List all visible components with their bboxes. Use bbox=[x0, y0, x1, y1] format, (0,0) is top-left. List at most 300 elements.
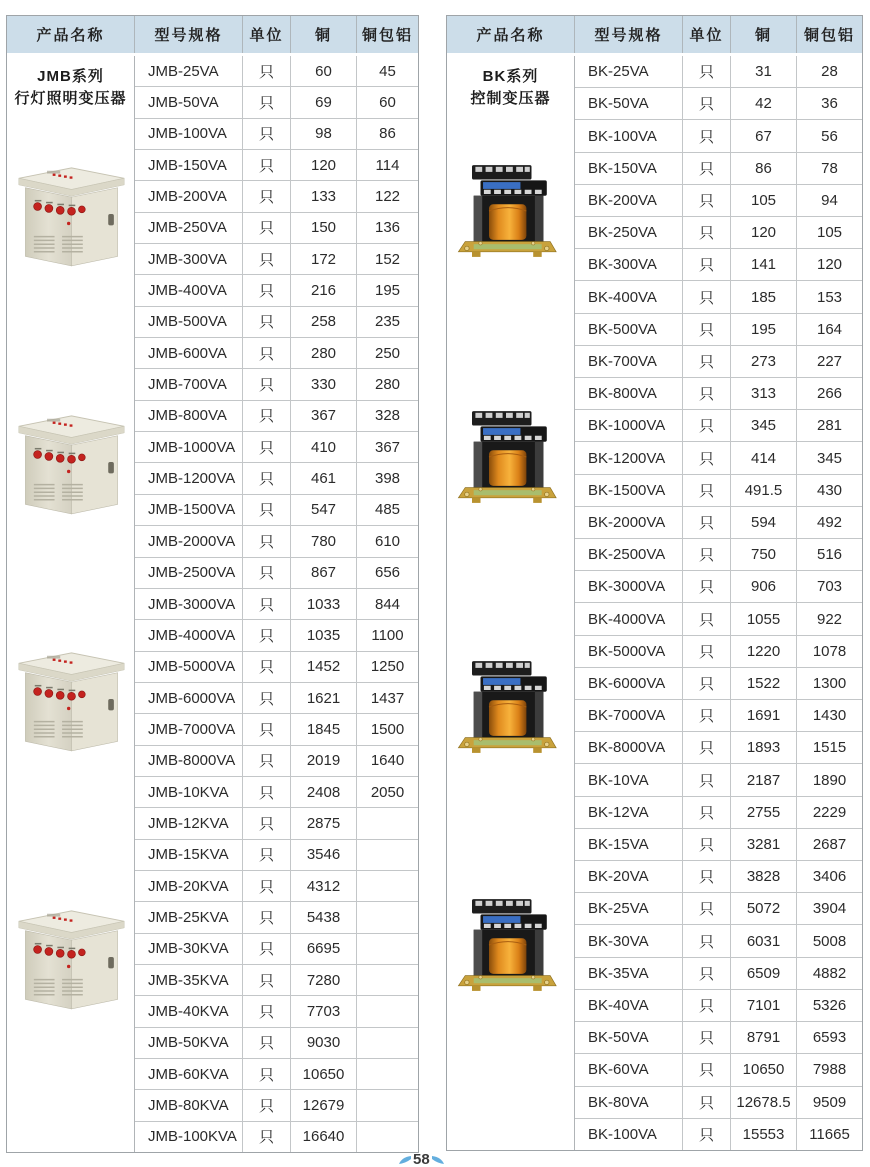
copper-clad-aluminum-price-cell: 114 bbox=[375, 156, 400, 174]
copper-clad-aluminum-price-cell: 345 bbox=[816, 449, 843, 467]
model-cell: BK-2000VA bbox=[575, 507, 683, 538]
unit-cell: 只 bbox=[683, 764, 731, 795]
unit-cell: 只 bbox=[243, 495, 291, 525]
copper-price-cell: 6695 bbox=[291, 934, 357, 964]
unit-cell: 只 bbox=[683, 442, 731, 473]
unit-cell: 只 bbox=[683, 185, 731, 216]
copper-price-cell: 461 bbox=[291, 463, 357, 493]
copper-price-cell: 867 bbox=[291, 558, 357, 588]
copper-clad-aluminum-price-cell: 78 bbox=[821, 159, 838, 177]
unit-cell: 只 bbox=[243, 1028, 291, 1058]
copper-clad-aluminum-price-cell: 844 bbox=[374, 595, 401, 613]
unit-cell: 只 bbox=[243, 307, 291, 337]
copper-price-cell: 1033 bbox=[291, 589, 357, 619]
unit-cell: 只 bbox=[243, 589, 291, 619]
model-cell: BK-200VA bbox=[575, 185, 683, 216]
model-cell: BK-250VA bbox=[575, 217, 683, 248]
model-cell: JMB-40KVA bbox=[135, 996, 243, 1026]
copper-price-cell: 8791 bbox=[731, 1022, 797, 1053]
model-cell: JMB-100KVA bbox=[135, 1122, 243, 1152]
model-cell: JMB-250VA bbox=[135, 213, 243, 243]
unit-cell: 只 bbox=[243, 934, 291, 964]
unit-cell: 只 bbox=[243, 1122, 291, 1152]
table-row bbox=[575, 603, 862, 635]
copper-price-cell: 12679 bbox=[291, 1090, 357, 1120]
table-row bbox=[575, 925, 862, 957]
copper-price-cell: 2187 bbox=[731, 764, 797, 795]
table-row bbox=[135, 965, 418, 996]
copper-price-cell: 16640 bbox=[291, 1122, 357, 1152]
copper-price-cell: 195 bbox=[731, 314, 797, 345]
right-wing-icon bbox=[431, 1153, 445, 1167]
table-row bbox=[135, 150, 418, 181]
model-cell: BK-400VA bbox=[575, 281, 683, 312]
unit-cell: 只 bbox=[243, 369, 291, 399]
jmb-type-line: 行灯照明变压器 bbox=[14, 90, 127, 107]
copper-clad-aluminum-price-cell: 105 bbox=[816, 224, 843, 242]
copper-clad-aluminum-price-cell bbox=[357, 902, 418, 932]
table-row bbox=[135, 996, 418, 1027]
model-cell: JMB-50VA bbox=[135, 87, 243, 117]
model-cell: JMB-100VA bbox=[135, 119, 243, 149]
copper-price-cell: 367 bbox=[291, 401, 357, 431]
copper-clad-aluminum-price-cell bbox=[357, 965, 418, 995]
copper-clad-aluminum-price-cell bbox=[357, 1122, 418, 1152]
bk-transformer-image bbox=[455, 656, 557, 758]
copper-price-cell: 185 bbox=[731, 281, 797, 312]
copper-clad-aluminum-price-cell: 266 bbox=[816, 385, 843, 403]
model-cell: JMB-8000VA bbox=[135, 746, 243, 776]
copper-price-cell: 3281 bbox=[731, 829, 797, 860]
table-row bbox=[135, 558, 418, 589]
unit-cell: 只 bbox=[683, 475, 731, 506]
model-cell: BK-6000VA bbox=[575, 668, 683, 699]
model-cell: BK-700VA bbox=[575, 346, 683, 377]
model-cell: BK-150VA bbox=[575, 153, 683, 184]
copper-clad-aluminum-price-cell: 430 bbox=[816, 481, 843, 499]
table-row bbox=[575, 281, 862, 313]
table-row bbox=[135, 620, 418, 651]
copper-clad-aluminum-price-cell: 164 bbox=[816, 320, 843, 338]
model-cell: JMB-6000VA bbox=[135, 683, 243, 713]
model-cell: BK-80VA bbox=[575, 1087, 683, 1118]
model-cell: JMB-200VA bbox=[135, 181, 243, 211]
table-row bbox=[575, 958, 862, 990]
model-cell: JMB-25VA bbox=[135, 56, 243, 86]
table-row bbox=[135, 244, 418, 275]
copper-price-cell: 345 bbox=[731, 410, 797, 441]
copper-clad-aluminum-price-cell: 1437 bbox=[370, 689, 405, 707]
model-cell: JMB-800VA bbox=[135, 401, 243, 431]
model-cell: JMB-3000VA bbox=[135, 589, 243, 619]
unit-cell: 只 bbox=[683, 249, 731, 280]
copper-clad-aluminum-price-cell bbox=[357, 1028, 418, 1058]
bk-product-title bbox=[447, 56, 574, 110]
table-row bbox=[135, 714, 418, 745]
unit-cell: 只 bbox=[683, 1119, 731, 1150]
jmb-series-line: JMB系列 bbox=[37, 68, 104, 85]
copper-clad-aluminum-price-cell: 5008 bbox=[812, 932, 847, 950]
table-row bbox=[135, 526, 418, 557]
copper-clad-aluminum-price-cell: 227 bbox=[816, 352, 843, 370]
model-cell: BK-1000VA bbox=[575, 410, 683, 441]
copper-price-cell: 172 bbox=[291, 244, 357, 274]
unit-cell: 只 bbox=[243, 996, 291, 1026]
table-row bbox=[575, 475, 862, 507]
bk-rows bbox=[575, 56, 862, 1150]
unit-cell: 只 bbox=[683, 314, 731, 345]
copper-clad-aluminum-price-cell: 36 bbox=[821, 95, 838, 113]
copper-clad-aluminum-price-cell: 922 bbox=[816, 610, 843, 628]
model-cell: JMB-30KVA bbox=[135, 934, 243, 964]
unit-cell: 只 bbox=[243, 401, 291, 431]
unit-cell: 只 bbox=[683, 958, 731, 989]
model-cell: BK-100VA bbox=[575, 120, 683, 151]
unit-cell: 只 bbox=[683, 56, 731, 87]
table-row bbox=[575, 829, 862, 861]
header-copper-clad-aluminum: 铜包铝 bbox=[803, 27, 855, 44]
copper-price-cell: 31 bbox=[731, 56, 797, 87]
table-row bbox=[575, 1022, 862, 1054]
unit-cell: 只 bbox=[243, 746, 291, 776]
copper-clad-aluminum-price-cell: 1640 bbox=[370, 752, 405, 770]
model-cell: BK-300VA bbox=[575, 249, 683, 280]
copper-price-cell: 6509 bbox=[731, 958, 797, 989]
model-cell: JMB-80KVA bbox=[135, 1090, 243, 1120]
model-cell: JMB-150VA bbox=[135, 150, 243, 180]
copper-clad-aluminum-price-cell: 7988 bbox=[812, 1061, 847, 1079]
copper-clad-aluminum-price-cell: 703 bbox=[816, 578, 843, 596]
copper-price-cell: 594 bbox=[731, 507, 797, 538]
table-row bbox=[135, 840, 418, 871]
copper-clad-aluminum-price-cell: 1500 bbox=[370, 720, 405, 738]
unit-cell: 只 bbox=[683, 732, 731, 763]
copper-price-cell: 1220 bbox=[731, 636, 797, 667]
unit-cell: 只 bbox=[683, 925, 731, 956]
bk-table-body bbox=[447, 56, 862, 1150]
table-row bbox=[575, 636, 862, 668]
table-row bbox=[135, 119, 418, 150]
copper-price-cell: 5438 bbox=[291, 902, 357, 932]
copper-price-cell: 3546 bbox=[291, 840, 357, 870]
table-row bbox=[135, 181, 418, 212]
copper-price-cell: 1522 bbox=[731, 668, 797, 699]
jmb-product-title bbox=[7, 56, 134, 110]
model-cell: JMB-1000VA bbox=[135, 432, 243, 462]
copper-price-cell: 7101 bbox=[731, 990, 797, 1021]
copper-clad-aluminum-price-cell bbox=[357, 996, 418, 1026]
model-cell: BK-60VA bbox=[575, 1054, 683, 1085]
unit-cell: 只 bbox=[243, 965, 291, 995]
model-cell: JMB-2000VA bbox=[135, 526, 243, 556]
table-row bbox=[135, 56, 418, 87]
unit-cell: 只 bbox=[243, 871, 291, 901]
unit-cell: 只 bbox=[683, 410, 731, 441]
copper-price-cell: 10650 bbox=[291, 1059, 357, 1089]
copper-price-cell: 313 bbox=[731, 378, 797, 409]
unit-cell: 只 bbox=[683, 861, 731, 892]
model-cell: JMB-60KVA bbox=[135, 1059, 243, 1089]
model-cell: BK-4000VA bbox=[575, 603, 683, 634]
copper-clad-aluminum-price-cell: 1890 bbox=[812, 771, 847, 789]
model-cell: JMB-7000VA bbox=[135, 714, 243, 744]
model-cell: JMB-700VA bbox=[135, 369, 243, 399]
copper-price-cell: 750 bbox=[731, 539, 797, 570]
copper-clad-aluminum-price-cell: 9509 bbox=[812, 1093, 847, 1111]
table-row bbox=[575, 346, 862, 378]
copper-clad-aluminum-price-cell: 1078 bbox=[812, 642, 847, 660]
table-row bbox=[135, 1028, 418, 1059]
copper-price-cell: 4312 bbox=[291, 871, 357, 901]
model-cell: JMB-50KVA bbox=[135, 1028, 243, 1058]
model-cell: JMB-20KVA bbox=[135, 871, 243, 901]
copper-clad-aluminum-price-cell: 281 bbox=[816, 417, 843, 435]
copper-price-cell: 410 bbox=[291, 432, 357, 462]
bk-series-line: BK系列 bbox=[482, 68, 539, 85]
unit-cell: 只 bbox=[243, 1090, 291, 1120]
header-copper-clad-aluminum: 铜包铝 bbox=[361, 27, 413, 44]
model-cell: BK-10VA bbox=[575, 764, 683, 795]
copper-clad-aluminum-price-cell: 485 bbox=[374, 501, 401, 519]
model-cell: BK-40VA bbox=[575, 990, 683, 1021]
model-cell: BK-800VA bbox=[575, 378, 683, 409]
copper-price-cell: 2019 bbox=[291, 746, 357, 776]
model-cell: BK-7000VA bbox=[575, 700, 683, 731]
copper-clad-aluminum-price-cell: 86 bbox=[379, 125, 396, 143]
model-cell: BK-25VA bbox=[575, 893, 683, 924]
model-cell: BK-1500VA bbox=[575, 475, 683, 506]
unit-cell: 只 bbox=[683, 797, 731, 828]
copper-price-cell: 3828 bbox=[731, 861, 797, 892]
copper-price-cell: 1452 bbox=[291, 652, 357, 682]
unit-cell: 只 bbox=[683, 636, 731, 667]
copper-price-cell: 7703 bbox=[291, 996, 357, 1026]
copper-price-cell: 2408 bbox=[291, 777, 357, 807]
copper-clad-aluminum-price-cell: 153 bbox=[816, 288, 843, 306]
unit-cell: 只 bbox=[243, 714, 291, 744]
copper-clad-aluminum-price-cell: 120 bbox=[816, 256, 843, 274]
model-cell: JMB-4000VA bbox=[135, 620, 243, 650]
unit-cell: 只 bbox=[243, 558, 291, 588]
table-row bbox=[575, 249, 862, 281]
model-cell: JMB-400VA bbox=[135, 275, 243, 305]
copper-price-cell: 414 bbox=[731, 442, 797, 473]
model-cell: BK-35VA bbox=[575, 958, 683, 989]
jmb-table-body bbox=[7, 56, 418, 1152]
model-cell: JMB-35KVA bbox=[135, 965, 243, 995]
copper-clad-aluminum-price-cell bbox=[357, 934, 418, 964]
copper-price-cell: 133 bbox=[291, 181, 357, 211]
copper-clad-aluminum-price-cell: 1430 bbox=[812, 707, 847, 725]
table-row bbox=[575, 990, 862, 1022]
copper-price-cell: 1691 bbox=[731, 700, 797, 731]
unit-cell: 只 bbox=[243, 620, 291, 650]
copper-clad-aluminum-price-cell: 3904 bbox=[812, 900, 847, 918]
table-row bbox=[135, 401, 418, 432]
unit-cell: 只 bbox=[683, 346, 731, 377]
model-cell: JMB-2500VA bbox=[135, 558, 243, 588]
copper-clad-aluminum-price-cell bbox=[357, 840, 418, 870]
unit-cell: 只 bbox=[243, 150, 291, 180]
jmb-transformer-image bbox=[15, 407, 128, 519]
page-number-text: 58 bbox=[413, 1151, 430, 1167]
unit-cell: 只 bbox=[243, 338, 291, 368]
jmb-product-table bbox=[6, 15, 419, 1153]
model-cell: JMB-1500VA bbox=[135, 495, 243, 525]
table-row bbox=[135, 1122, 418, 1152]
bk-transformer-image bbox=[455, 406, 557, 508]
model-cell: BK-20VA bbox=[575, 861, 683, 892]
model-cell: BK-15VA bbox=[575, 829, 683, 860]
jmb-transformer-image bbox=[15, 159, 128, 271]
unit-cell: 只 bbox=[243, 244, 291, 274]
table-row bbox=[135, 1059, 418, 1090]
table-row bbox=[575, 314, 862, 346]
copper-price-cell: 2875 bbox=[291, 808, 357, 838]
copper-clad-aluminum-price-cell: 28 bbox=[821, 63, 838, 81]
unit-cell: 只 bbox=[683, 217, 731, 248]
copper-clad-aluminum-price-cell: 94 bbox=[821, 191, 838, 209]
unit-cell: 只 bbox=[243, 1059, 291, 1089]
table-row bbox=[135, 495, 418, 526]
table-row bbox=[575, 571, 862, 603]
copper-clad-aluminum-price-cell: 2687 bbox=[812, 835, 847, 853]
model-cell: JMB-15KVA bbox=[135, 840, 243, 870]
unit-cell: 只 bbox=[243, 652, 291, 682]
copper-price-cell: 491.5 bbox=[731, 475, 797, 506]
table-row bbox=[135, 307, 418, 338]
left-wing-icon bbox=[398, 1153, 412, 1167]
copper-clad-aluminum-price-cell: 492 bbox=[816, 513, 843, 531]
page-number bbox=[398, 1151, 445, 1167]
unit-cell: 只 bbox=[243, 87, 291, 117]
table-row bbox=[135, 777, 418, 808]
copper-clad-aluminum-price-cell bbox=[357, 1090, 418, 1120]
copper-price-cell: 9030 bbox=[291, 1028, 357, 1058]
model-cell: JMB-1200VA bbox=[135, 463, 243, 493]
table-row bbox=[135, 463, 418, 494]
table-row bbox=[575, 1054, 862, 1086]
unit-cell: 只 bbox=[243, 902, 291, 932]
copper-price-cell: 273 bbox=[731, 346, 797, 377]
model-cell: BK-1200VA bbox=[575, 442, 683, 473]
unit-cell: 只 bbox=[243, 181, 291, 211]
copper-clad-aluminum-price-cell: 60 bbox=[379, 94, 396, 112]
table-row bbox=[135, 338, 418, 369]
table-row bbox=[575, 442, 862, 474]
table-row bbox=[575, 764, 862, 796]
table-row bbox=[575, 700, 862, 732]
table-row bbox=[135, 902, 418, 933]
unit-cell: 只 bbox=[683, 829, 731, 860]
model-cell: BK-30VA bbox=[575, 925, 683, 956]
model-cell: JMB-600VA bbox=[135, 338, 243, 368]
table-row bbox=[575, 217, 862, 249]
copper-clad-aluminum-price-cell: 328 bbox=[374, 407, 401, 425]
copper-price-cell: 60 bbox=[291, 56, 357, 86]
table-row bbox=[135, 652, 418, 683]
table-row bbox=[575, 378, 862, 410]
copper-clad-aluminum-price-cell: 195 bbox=[374, 282, 401, 300]
header-product-name: 产品名称 bbox=[447, 16, 575, 53]
copper-price-cell: 120 bbox=[731, 217, 797, 248]
jmb-table-header bbox=[7, 16, 418, 56]
copper-clad-aluminum-price-cell bbox=[357, 871, 418, 901]
bk-product-name-column bbox=[447, 56, 575, 1150]
copper-clad-aluminum-price-cell: 367 bbox=[374, 438, 401, 456]
table-row bbox=[575, 732, 862, 764]
model-cell: JMB-500VA bbox=[135, 307, 243, 337]
unit-cell: 只 bbox=[243, 463, 291, 493]
copper-price-cell: 1845 bbox=[291, 714, 357, 744]
copper-price-cell: 6031 bbox=[731, 925, 797, 956]
copper-clad-aluminum-price-cell: 3406 bbox=[812, 868, 847, 886]
unit-cell: 只 bbox=[243, 213, 291, 243]
copper-clad-aluminum-price-cell: 45 bbox=[379, 62, 396, 80]
copper-clad-aluminum-price-cell: 516 bbox=[816, 546, 843, 564]
table-row bbox=[135, 1090, 418, 1121]
model-cell: BK-100VA bbox=[575, 1119, 683, 1150]
unit-cell: 只 bbox=[683, 603, 731, 634]
copper-price-cell: 86 bbox=[731, 153, 797, 184]
header-product-name: 产品名称 bbox=[7, 16, 135, 53]
bk-table-header bbox=[447, 16, 862, 56]
copper-clad-aluminum-price-cell: 5326 bbox=[812, 996, 847, 1014]
header-model-spec: 型号规格 bbox=[575, 16, 683, 53]
model-cell: BK-12VA bbox=[575, 797, 683, 828]
table-row bbox=[575, 153, 862, 185]
model-cell: BK-5000VA bbox=[575, 636, 683, 667]
model-cell: BK-500VA bbox=[575, 314, 683, 345]
copper-price-cell: 780 bbox=[291, 526, 357, 556]
unit-cell: 只 bbox=[683, 1022, 731, 1053]
header-unit: 单位 bbox=[683, 16, 731, 53]
header-model-spec: 型号规格 bbox=[135, 16, 243, 53]
copper-price-cell: 547 bbox=[291, 495, 357, 525]
table-row bbox=[135, 871, 418, 902]
table-row bbox=[575, 1087, 862, 1119]
copper-price-cell: 906 bbox=[731, 571, 797, 602]
copper-clad-aluminum-price-cell bbox=[357, 808, 418, 838]
unit-cell: 只 bbox=[243, 432, 291, 462]
model-cell: BK-50VA bbox=[575, 1022, 683, 1053]
copper-price-cell: 42 bbox=[731, 88, 797, 119]
table-row bbox=[135, 683, 418, 714]
table-row bbox=[575, 88, 862, 120]
jmb-transformer-image bbox=[15, 902, 128, 1014]
bk-transformer-image bbox=[455, 894, 557, 996]
unit-cell: 只 bbox=[243, 119, 291, 149]
copper-clad-aluminum-price-cell: 1515 bbox=[812, 739, 847, 757]
table-row bbox=[135, 808, 418, 839]
table-row bbox=[135, 213, 418, 244]
unit-cell: 只 bbox=[243, 840, 291, 870]
copper-clad-aluminum-price-cell: 1300 bbox=[812, 674, 847, 692]
copper-clad-aluminum-price-cell bbox=[357, 1059, 418, 1089]
unit-cell: 只 bbox=[683, 1087, 731, 1118]
unit-cell: 只 bbox=[683, 571, 731, 602]
table-row bbox=[575, 893, 862, 925]
model-cell: BK-50VA bbox=[575, 88, 683, 119]
copper-price-cell: 98 bbox=[291, 119, 357, 149]
copper-clad-aluminum-price-cell: 11665 bbox=[809, 1125, 850, 1143]
table-row bbox=[135, 589, 418, 620]
copper-price-cell: 7280 bbox=[291, 965, 357, 995]
table-row bbox=[575, 410, 862, 442]
copper-price-cell: 216 bbox=[291, 275, 357, 305]
table-row bbox=[135, 369, 418, 400]
model-cell: JMB-5000VA bbox=[135, 652, 243, 682]
